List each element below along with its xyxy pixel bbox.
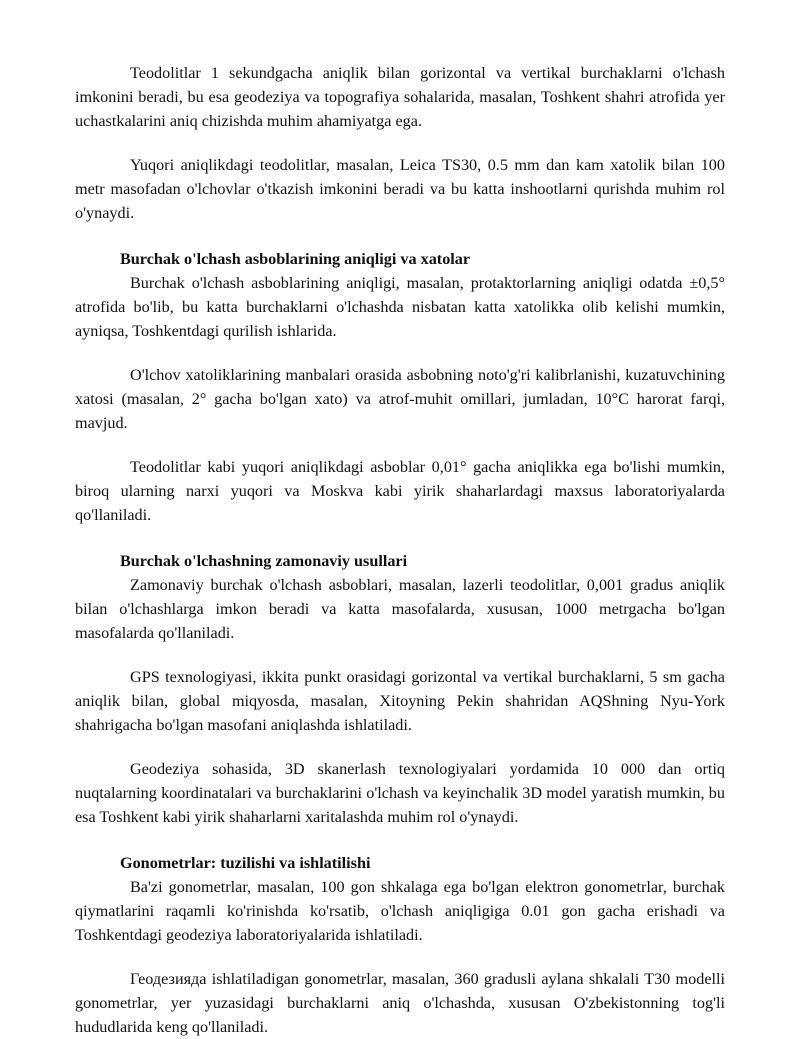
section-heading: Burchak o'lchashning zamonaviy usullari (120, 552, 408, 570)
paragraph: GPS texnologiyasi, ikkita punkt orasidagi gorizontal va vertikal burchaklarni, 5 sm gacha aniqlik bilan, global miqyosda, masalan, Xitoyning Pekin shahridan AQShning Nyu-York shahrigacha bo'lgan masofani aniqlashda ishlatiladi. (75, 668, 725, 734)
paragraph: Геодезияда ishlatiladigan gonometrlar, masalan, 360 gradusli aylana shkalali T30 modelli gonometrlar, yer yuzasidagi burchaklarni aniq o'lchashda, xususan O'zbekistonning tog'li hududlarida keng qo'llaniladi. (75, 970, 725, 1036)
paragraph: Yuqori aniqlikdagi teodolitlar, masalan, Leica TS30, 0.5 mm dan kam xatolik bilan 100 metr masofadan o'lchovlar o'tkazish imkonini beradi va bu katta inshootlarni qurishda muhim rol o'ynaydi. (75, 156, 725, 222)
paragraph: Teodolitlar kabi yuqori aniqlikdagi asboblar 0,01° gacha aniqlikka ega bo'lishi mumkin, biroq ularning narxi yuqori va Moskva kabi yirik shaharlardagi maxsus laboratoriyalarda qo'llaniladi. (75, 458, 725, 524)
paragraph: Ba'zi gonometrlar, masalan, 100 gon shkalaga ega bo'lgan elektron gonometrlar, burchak qiymatlarini raqamli ko'rinishda ko'rsatib, o'lchash aniqligiga 0.01 gon gacha erishadi va Toshkentdagi geodeziya laboratoriyalarida ishlatiladi. (75, 878, 725, 944)
section-heading: Burchak o'lchash asboblarining aniqligi va xatolar (120, 250, 471, 268)
paragraph: Teodolitlar 1 sekundgacha aniqlik bilan gorizontal va vertikal burchaklarni o'lchash imkonini beradi, bu esa geodeziya va topografiya sohalarida, masalan, Toshkent shahri atrofida yer uchastkalarini aniq chizishda muhim ahamiyatga ega. (75, 64, 725, 130)
section-heading: Gonometrlar: tuzilishi va ishlatilishi (120, 854, 371, 872)
document-page (75, 61, 725, 1039)
paragraph: Zamonaviy burchak o'lchash asboblari, masalan, lazerli teodolitlar, 0,001 gradus aniqlik bilan o'lchashlarga imkon beradi va katta masofalarda, xususan, 1000 metrgacha bo'lgan masofalarda qo'llaniladi. (75, 576, 725, 642)
paragraph: O'lchov xatoliklarining manbalari orasida asbobning noto'g'ri kalibrlanishi, kuzatuvchining xatosi (masalan, 2° gacha bo'lgan xato) va atrof-muhit omillari, jumladan, 10°C harorat farqi, mavjud. (75, 366, 725, 432)
paragraph: Burchak o'lchash asboblarining aniqligi, masalan, protaktorlarning aniqligi odatda ±0,5° atrofida bo'lib, bu katta burchaklarni o'lchashda nisbatan katta xatolikka olib kelishi mumkin, ayniqsa, Toshkentdagi qurilish ishlarida. (75, 274, 725, 340)
paragraph: Geodeziya sohasida, 3D skanerlash texnologiyalari yordamida 10 000 dan ortiq nuqtalarning koordinatalari va burchaklarini o'lchash va keyinchalik 3D model yaratish mumkin, bu esa Toshkent kabi yirik shaharlarni xaritalashda muhim rol o'ynaydi. (75, 760, 725, 826)
